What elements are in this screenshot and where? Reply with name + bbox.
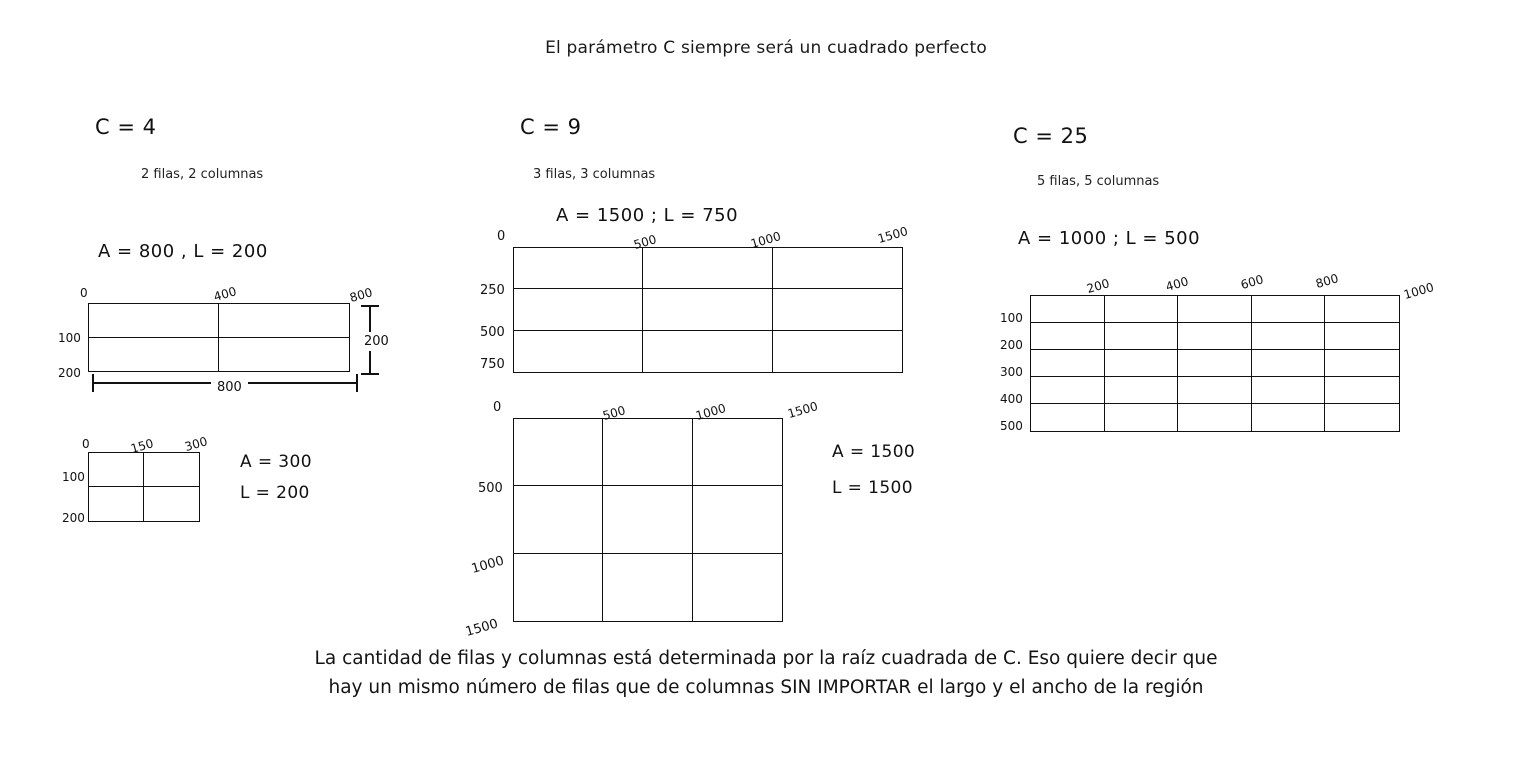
dimension-tick-right (356, 374, 358, 392)
grid-cell (1178, 404, 1252, 431)
dimension-tick-top (361, 305, 379, 307)
tick-x-2: 1000 (749, 229, 783, 251)
grid-cell (773, 289, 902, 330)
grid-cell (89, 453, 144, 487)
tick-x-1: 150 (129, 436, 156, 456)
tick-x-1: 400 (212, 284, 239, 304)
grid-cell (514, 331, 643, 372)
tick-x-4: 1000 (1402, 280, 1436, 302)
grid-cell (603, 419, 692, 486)
example-rowscols-c9: 3 filas, 3 columnas (533, 167, 656, 182)
tick-x-0: 0 (82, 437, 90, 451)
tick-y-0: 500 (478, 481, 503, 496)
tick-x-3: 1500 (876, 224, 910, 246)
grid-cell (514, 486, 603, 553)
grid-cell (693, 486, 782, 553)
grid-cell (643, 331, 772, 372)
grid-c4-a (88, 303, 350, 372)
tick-x-1: 400 (1164, 274, 1191, 294)
grid-cell (514, 248, 643, 289)
grid-cell (1178, 296, 1252, 323)
grid-cell (89, 304, 219, 338)
grid-cell (1252, 377, 1326, 404)
grid-cell (693, 554, 782, 621)
grid-cell (603, 554, 692, 621)
grid-cell (773, 331, 902, 372)
tick-y-1: 200 (62, 511, 85, 525)
tick-x-2: 600 (1239, 272, 1266, 292)
grid-cell (1031, 296, 1105, 323)
tick-y-2: 750 (480, 357, 505, 372)
grid-cell (144, 453, 199, 487)
grid-cell (1031, 323, 1105, 350)
tick-x-0: 0 (80, 286, 88, 300)
grid-cell (1105, 377, 1179, 404)
tick-x-1: 500 (601, 403, 628, 423)
grid-cell (1325, 377, 1399, 404)
tick-y-1: 1000 (469, 553, 506, 577)
annotation-c9-grid-a: A = 1500 ; L = 750 (556, 205, 739, 226)
tick-x-1: 500 (632, 232, 659, 252)
grid-cell (693, 419, 782, 486)
grid-cell (1105, 404, 1179, 431)
dimension-label-height: 200 (364, 334, 389, 349)
grid-cell (219, 304, 349, 338)
annotation-c9-grid-b-a: A = 1500 (832, 442, 916, 462)
grid-cell (1178, 323, 1252, 350)
grid-cell (643, 289, 772, 330)
annotation-c4-grid-b-l: L = 200 (240, 483, 310, 503)
grid-c9-a (513, 247, 903, 373)
tick-y-1: 200 (58, 366, 81, 380)
tick-y-1: 200 (1000, 338, 1023, 352)
example-label-c25: C = 25 (1013, 124, 1089, 148)
example-label-c9: C = 9 (520, 115, 582, 139)
annotation-c4-grid-b-a: A = 300 (240, 452, 312, 472)
grid-cell (1252, 296, 1326, 323)
grid-c9-b (513, 418, 783, 622)
annotation-c4-grid-a: A = 800 , L = 200 (98, 241, 268, 262)
tick-y-3: 400 (1000, 392, 1023, 406)
grid-cell (1105, 350, 1179, 377)
annotation-c9-grid-b-l: L = 1500 (832, 478, 913, 498)
tick-y-2: 300 (1000, 365, 1023, 379)
grid-cell (514, 289, 643, 330)
dimension-tick-bottom (361, 373, 379, 375)
tick-x-0: 200 (1085, 276, 1112, 296)
tick-y-0: 100 (58, 331, 81, 345)
tick-x-3: 1500 (786, 399, 820, 421)
grid-cell (1031, 404, 1105, 431)
grid-cell (1325, 404, 1399, 431)
tick-x-0: 0 (493, 400, 502, 415)
grid-cell (1178, 350, 1252, 377)
tick-x-3: 800 (1314, 271, 1341, 291)
example-rowscols-c25: 5 filas, 5 columnas (1037, 174, 1160, 189)
dimension-label-width: 800 (211, 380, 248, 395)
grid-cell (603, 486, 692, 553)
annotation-c25-grid-a: A = 1000 ; L = 500 (1018, 228, 1201, 249)
grid-cell (1031, 377, 1105, 404)
tick-y-0: 100 (1000, 311, 1023, 325)
tick-x-2: 300 (183, 434, 210, 454)
grid-cell (1325, 350, 1399, 377)
dimension-tick-left (92, 374, 94, 392)
tick-y-2: 1500 (463, 616, 500, 640)
grid-cell (144, 487, 199, 521)
grid-cell (1252, 350, 1326, 377)
grid-c4-b (88, 452, 200, 522)
grid-cell (514, 554, 603, 621)
grid-c25-a (1030, 295, 1400, 432)
grid-cell (1252, 404, 1326, 431)
grid-cell (89, 338, 219, 372)
grid-cell (773, 248, 902, 289)
grid-cell (514, 419, 603, 486)
grid-cell (1178, 377, 1252, 404)
tick-x-2: 800 (348, 285, 375, 305)
example-rowscols-c4: 2 filas, 2 columnas (141, 167, 264, 182)
tick-x-0: 0 (497, 229, 506, 244)
grid-cell (219, 338, 349, 372)
footer-text (0, 645, 1532, 702)
page-title: El parámetro C siempre será un cuadrado perfecto (545, 38, 987, 58)
footer-line-2: hay un mismo número de filas que de columnas SIN IMPORTAR el largo y el ancho de la región (328, 676, 1204, 698)
tick-y-0: 250 (480, 283, 505, 298)
grid-cell (1105, 323, 1179, 350)
tick-y-1: 500 (480, 325, 505, 340)
tick-y-4: 500 (1000, 419, 1023, 433)
example-label-c4: C = 4 (95, 115, 157, 139)
tick-y-0: 100 (62, 470, 85, 484)
tick-x-2: 1000 (694, 401, 728, 423)
grid-cell (1031, 350, 1105, 377)
grid-cell (1325, 323, 1399, 350)
grid-cell (1325, 296, 1399, 323)
grid-cell (89, 487, 144, 521)
grid-cell (643, 248, 772, 289)
grid-cell (1252, 323, 1326, 350)
grid-cell (1105, 296, 1179, 323)
footer-line-1: La cantidad de filas y columnas está determinada por la raíz cuadrada de C. Eso quiere decir que (314, 648, 1218, 669)
